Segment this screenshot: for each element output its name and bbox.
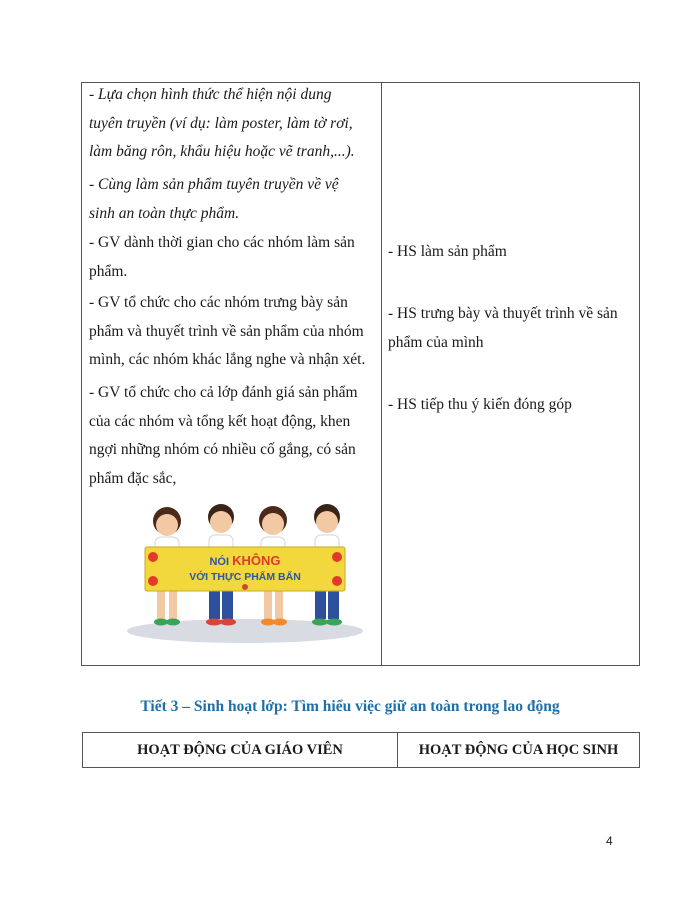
teacher-paragraph-4: - GV tổ chức cho các nhóm trưng bày sản phẩm và thuyết trình về sản phẩm của nhóm mình, các nhóm khác lắng nghe và nhận xét. — [89, 294, 366, 368]
activity-header-table — [82, 732, 640, 768]
flower-decoration — [332, 552, 342, 562]
banner-line-1: NÓI KHÔNG — [209, 553, 281, 568]
banner-line-2: VỚI THỰC PHẨM BẨN — [189, 571, 301, 583]
column-divider — [381, 83, 382, 665]
children-banner-illustration — [123, 501, 367, 647]
student-paragraph-3: - HS tiếp thu ý kiến đóng góp — [388, 396, 572, 413]
flower-decoration — [242, 584, 248, 590]
flower-decoration — [148, 552, 158, 562]
student-paragraph-2: - HS trưng bày và thuyết trình về sản phẩm của mình — [388, 305, 618, 351]
page-number: 4 — [606, 834, 613, 848]
teacher-paragraph-3: - GV dành thời gian cho các nhóm làm sản phẩm. — [89, 234, 355, 280]
teacher-paragraph-2: - Cùng làm sản phẩm tuyên truyền về vệ sinh an toàn thực phẩm. — [89, 176, 339, 222]
teacher-paragraph-1: - Lựa chọn hình thức thể hiện nội dung tuyên truyền (ví dụ: làm poster, làm tờ rơi, làm băng rôn, khẩu hiệu hoặc vẽ tranh,...). — [89, 86, 355, 160]
flower-decoration — [148, 576, 158, 586]
flower-decoration — [332, 576, 342, 586]
activity-table — [81, 82, 640, 666]
section-heading: Tiết 3 – Sinh hoạt lớp: Tìm hiểu việc giữ an toàn trong lao động — [140, 698, 560, 715]
student-column-header: HOẠT ĐỘNG CỦA HỌC SINH — [418, 742, 619, 758]
teacher-paragraph-5: - GV tổ chức cho cả lớp đánh giá sản phẩm của các nhóm và tổng kết hoạt động, khen ngợi những nhóm có nhiều cố gắng, có sản phẩm đặc sắc, — [89, 384, 358, 487]
teacher-column-header: HOẠT ĐỘNG CỦA GIÁO VIÊN — [137, 742, 343, 758]
student-paragraph-1: - HS làm sản phẩm — [388, 243, 507, 260]
